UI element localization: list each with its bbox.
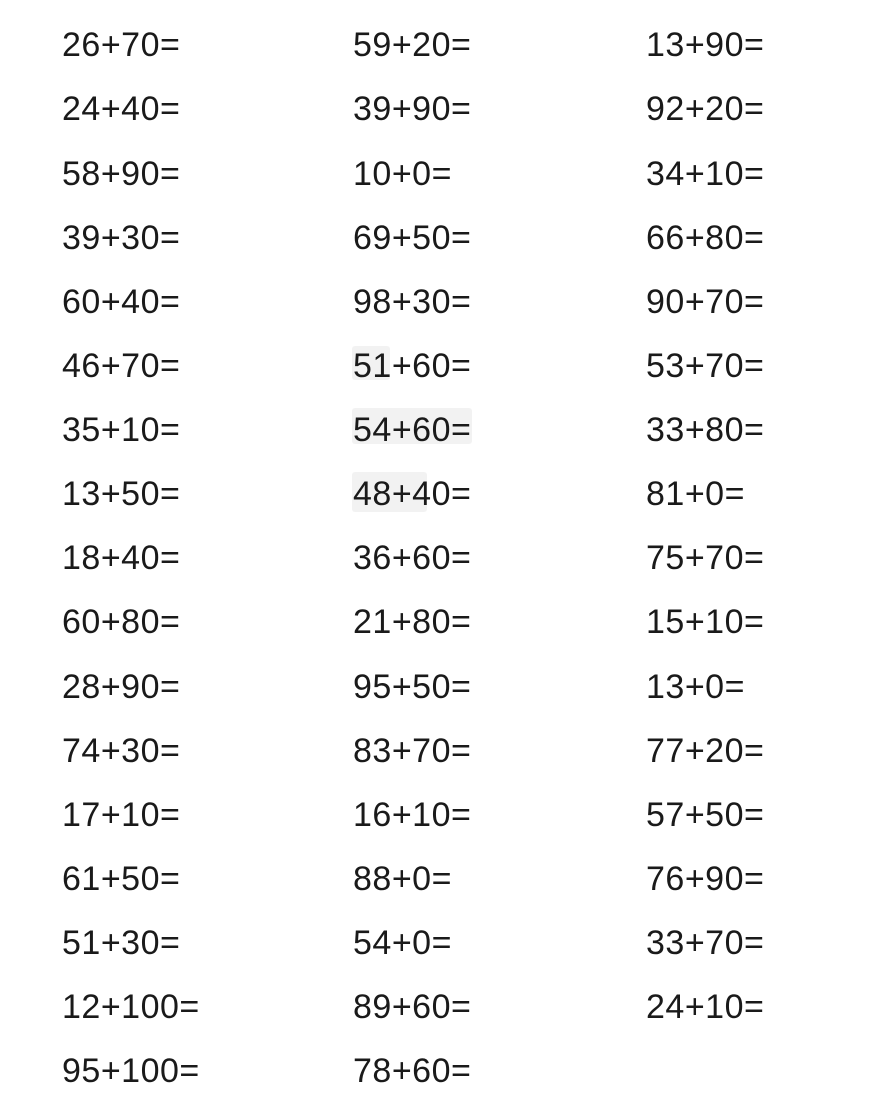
problem: 51+60= [353,347,472,385]
problem: 54+60= [353,411,472,449]
problem-row [0,149,896,199]
problem: 39+30= [62,219,181,257]
problem-row [0,213,896,263]
problem-row [0,597,896,647]
problem: 95+50= [353,668,472,706]
problem: 26+70= [62,26,181,64]
problem-row [0,918,896,968]
problem: 57+50= [646,796,765,834]
problem-row [0,982,896,1032]
problem: 24+40= [62,90,181,128]
problem-row [0,469,896,519]
problem: 54+0= [353,924,452,962]
problem: 74+30= [62,732,181,770]
problem-row [0,790,896,840]
problem: 89+60= [353,988,472,1026]
problem-row [0,726,896,776]
problem: 60+80= [62,603,181,641]
problem: 77+20= [646,732,765,770]
problem: 24+10= [646,988,765,1026]
problem: 10+0= [353,155,452,193]
problem: 13+0= [646,668,745,706]
problem: 90+70= [646,283,765,321]
problem: 34+10= [646,155,765,193]
problem: 16+10= [353,796,472,834]
problem: 81+0= [646,475,745,513]
problem: 83+70= [353,732,472,770]
problem: 13+50= [62,475,181,513]
problem: 13+90= [646,26,765,64]
problem: 78+60= [353,1052,472,1090]
problem: 35+10= [62,411,181,449]
problem: 17+10= [62,796,181,834]
problem-row [0,854,896,904]
problem-row [0,405,896,455]
problem: 36+60= [353,539,472,577]
problem: 61+50= [62,860,181,898]
problem: 75+70= [646,539,765,577]
problem: 48+40= [353,475,472,513]
problem: 92+20= [646,90,765,128]
problem: 33+70= [646,924,765,962]
problem-row-partial [0,1046,896,1090]
problem: 39+90= [353,90,472,128]
problem-row [0,277,896,327]
problem: 46+70= [62,347,181,385]
problem: 66+80= [646,219,765,257]
problem-row [0,20,896,70]
problem-row [0,84,896,134]
problem: 28+90= [62,668,181,706]
problem: 18+40= [62,539,181,577]
problem: 76+90= [646,860,765,898]
problem: 59+20= [353,26,472,64]
problem: 60+40= [62,283,181,321]
problem: 69+50= [353,219,472,257]
problem: 12+100= [62,988,200,1026]
problem: 98+30= [353,283,472,321]
problem: 15+10= [646,603,765,641]
problem: 21+80= [353,603,472,641]
problem-row [0,662,896,712]
problem: 53+70= [646,347,765,385]
problem-row [0,341,896,391]
problem: 33+80= [646,411,765,449]
problem: 88+0= [353,860,452,898]
problem: 95+100= [62,1052,200,1090]
problem: 58+90= [62,155,181,193]
problem: 51+30= [62,924,181,962]
problem-row [0,533,896,583]
